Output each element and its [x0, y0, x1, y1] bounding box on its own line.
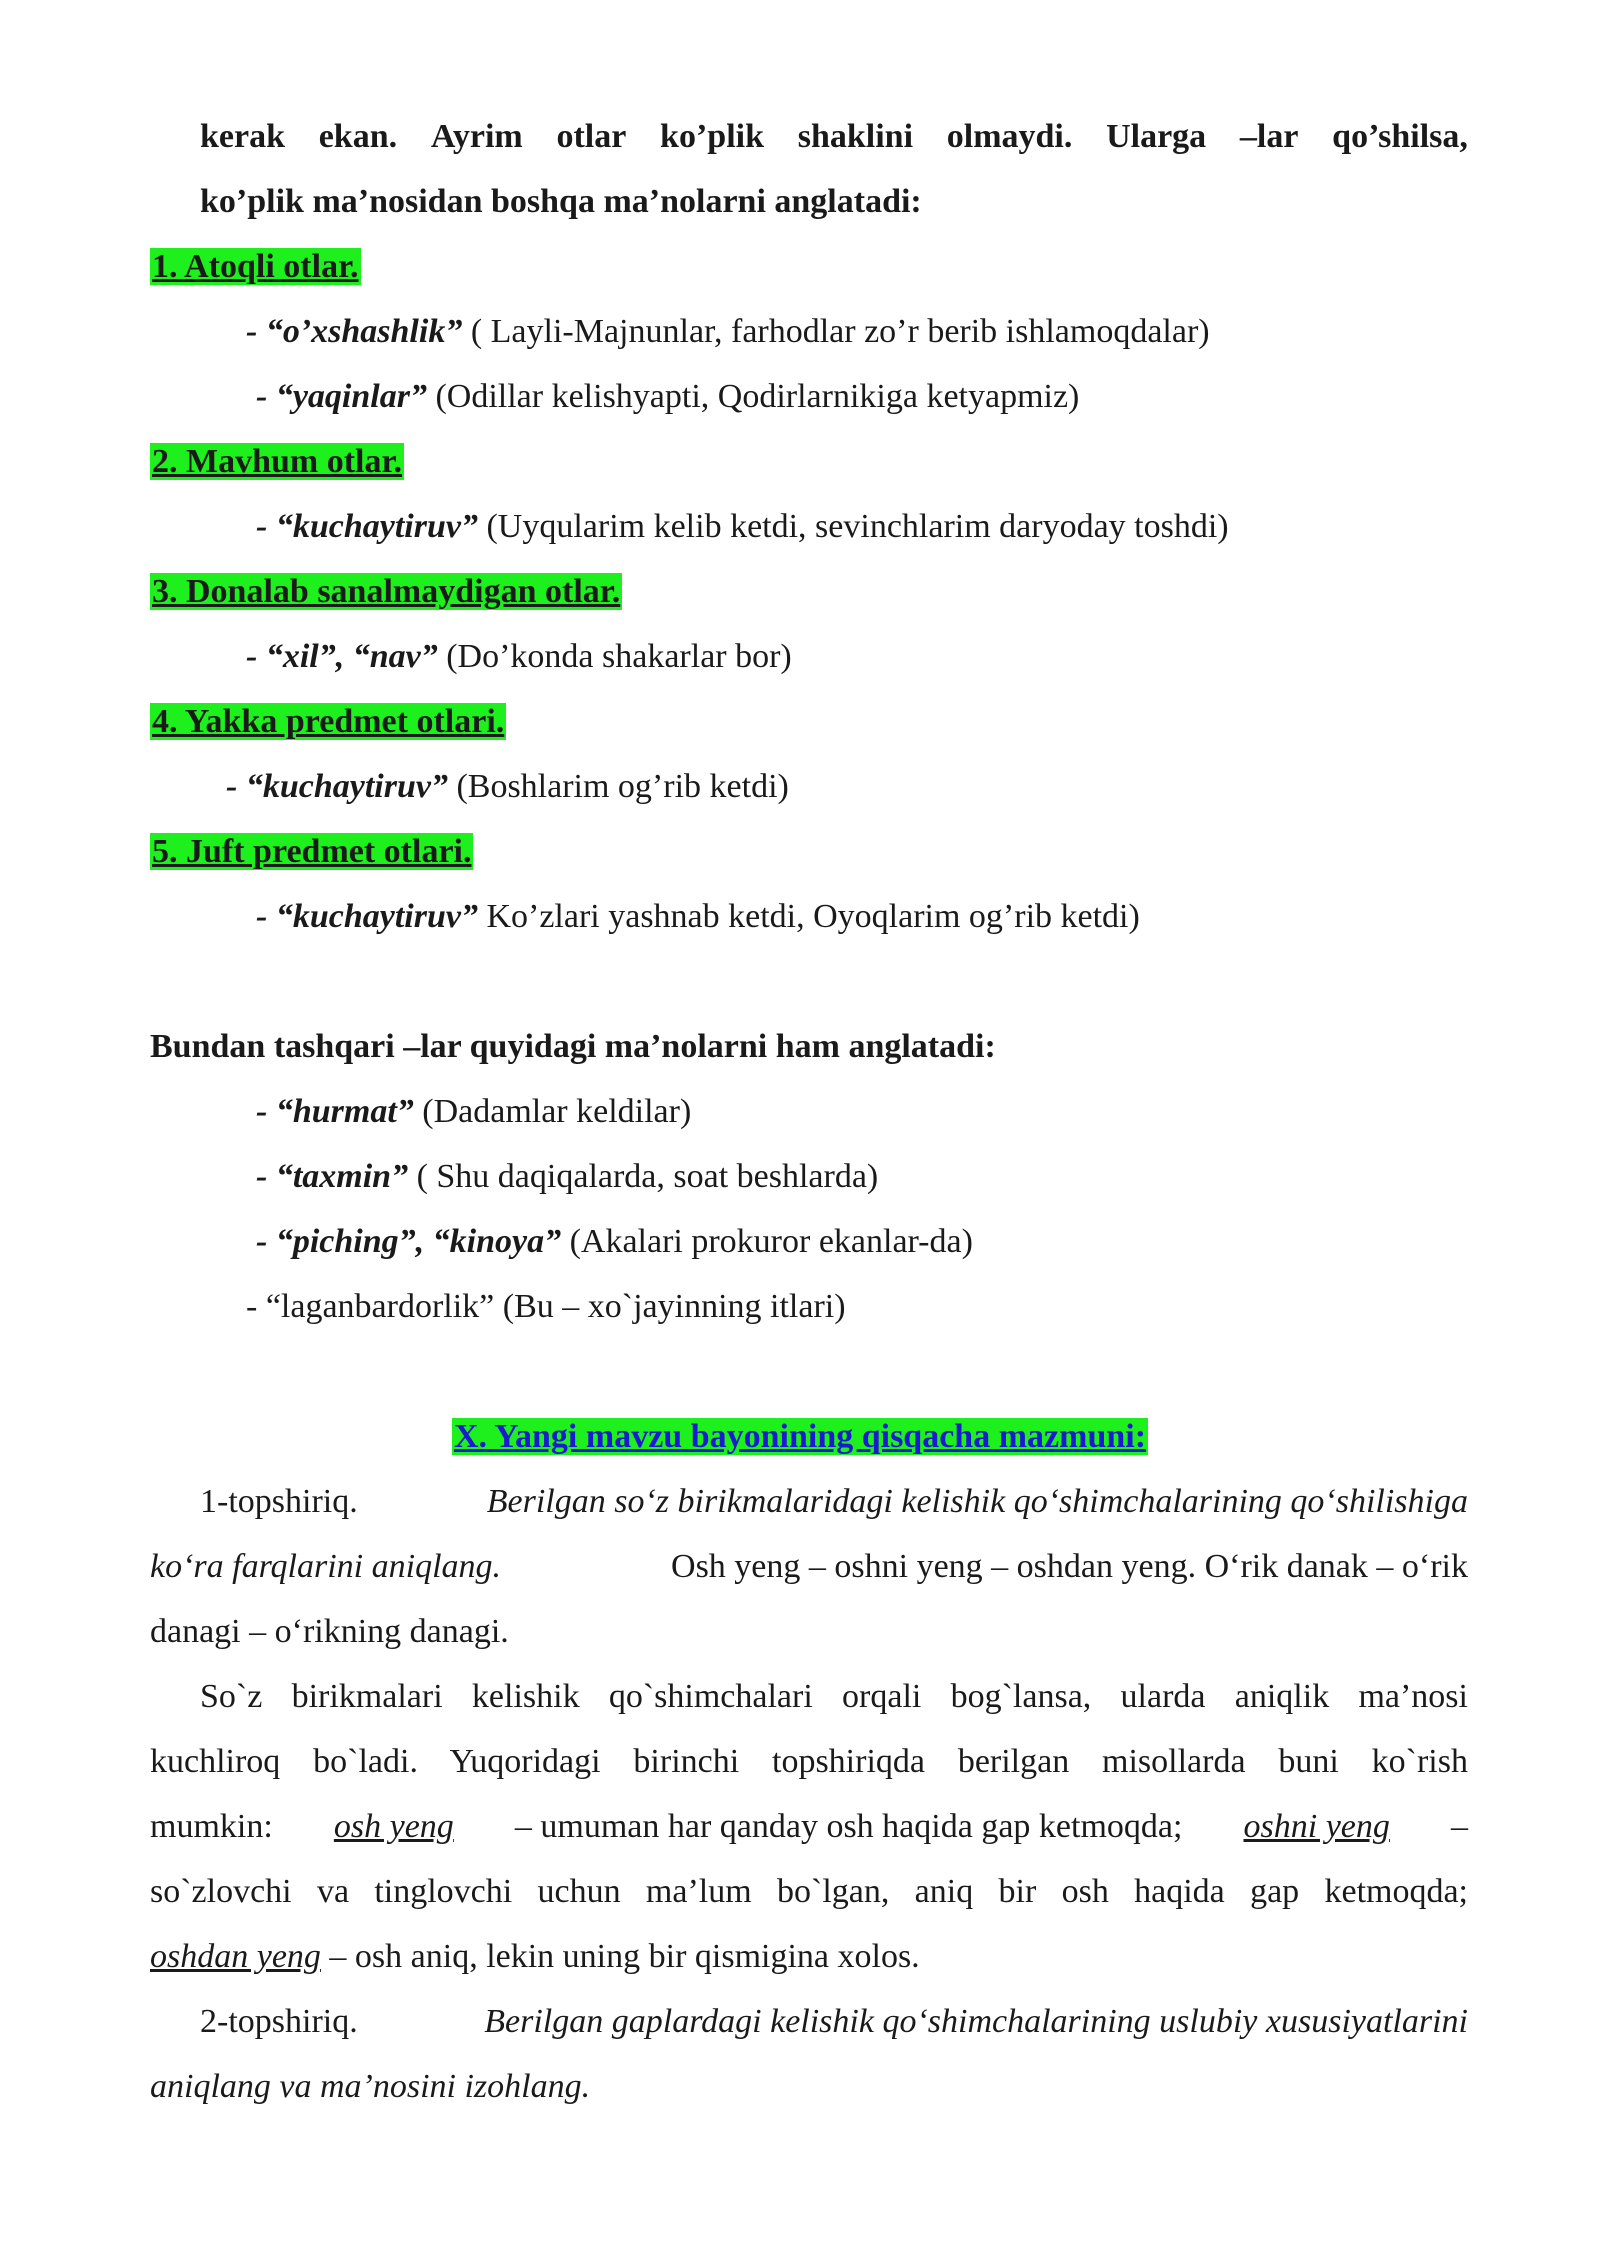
- item-example: ( Layli-Majnunlar, farhodlar zo’r berib ishlamoqdalar): [462, 313, 1210, 350]
- item-example: Ko’zlari yashnab ketdi, Oyoqlarim og’rib ketdi): [477, 898, 1140, 935]
- section-3-item-1: [246, 637, 792, 677]
- text-span: – osh aniq, lekin uning bir qismigina xolos.: [320, 1938, 920, 1975]
- example-underlined: osh yeng: [333, 1808, 454, 1845]
- item-example: ( Shu daqiqalarda, soat beshlarda): [408, 1158, 879, 1195]
- intro-word: Ayrim: [430, 118, 523, 155]
- task2-line-2: aniqlang va ma’nosini izohlang.: [150, 2068, 591, 2105]
- task1-instruction: Berilgan so‘z birikmalaridagi kelishik qo‘shimchalarining qo‘shilishiga: [486, 1483, 1468, 1520]
- section-heading-4: [150, 702, 506, 742]
- section-heading-3: [150, 572, 622, 612]
- item-example: (Dadamlar keldilar): [413, 1093, 692, 1130]
- section-heading-1: [150, 247, 361, 287]
- extra-item-3: [256, 1222, 973, 1262]
- item-term: - “taxmin”: [256, 1158, 409, 1195]
- item-term: - “piching”, “kinoya”: [256, 1223, 562, 1260]
- intro-word: ekan.: [318, 118, 398, 155]
- extra-item-4: - “laganbardorlik” (Bu – xo`jayinning itlari): [246, 1288, 846, 1325]
- task1-examples: Osh yeng – oshni yeng – oshdan yeng. O‘rik danak – o‘rik: [671, 1548, 1468, 1585]
- section-4-item-1: [226, 767, 789, 807]
- explanation-line-3: [150, 1807, 1468, 1847]
- task1-line-1: [200, 1482, 1468, 1522]
- item-term: - “hurmat”: [256, 1093, 414, 1130]
- intro-word: qo’shilsa,: [1332, 118, 1468, 155]
- section-1-item-1: [246, 312, 1210, 352]
- task1-label: 1-topshiriq.: [200, 1483, 358, 1520]
- section-1-item-2: [256, 377, 1079, 417]
- task1-line-2: [150, 1547, 1468, 1587]
- heading-text: 2. Mavhum otlar.: [152, 443, 402, 480]
- item-example: (Odillar kelishyapti, Qodirlarnikiga ketyapmiz): [426, 378, 1080, 415]
- intro-line-2: ko’plik ma’nosidan boshqa ma’nolarni anglatadi:: [200, 183, 922, 220]
- item-term: - “kuchaytiruv”: [226, 768, 448, 805]
- task2-instruction: Berilgan gaplardagi kelishik qo‘shimchalarining uslubiy xususiyatlarini: [484, 2003, 1468, 2040]
- task2-label: 2-topshiriq.: [200, 2003, 358, 2040]
- heading-text: 1. Atoqli otlar.: [152, 248, 359, 285]
- explanation-line-4: so`zlovchi va tinglovchi uchun ma’lum bo`lgan, aniq bir osh haqida gap ketmoqda;: [150, 1873, 1468, 1910]
- item-term: - “kuchaytiruv”: [256, 898, 478, 935]
- extra-heading: Bundan tashqari –lar quyidagi ma’nolarni ham anglatadi:: [150, 1028, 996, 1065]
- extra-item-2: [256, 1157, 878, 1197]
- section-5-item-1: [256, 897, 1140, 937]
- text-span: mumkin:: [150, 1808, 273, 1845]
- task1-line-3: danagi – o‘rikning danagi.: [150, 1613, 509, 1650]
- section-heading-5: [150, 832, 473, 872]
- item-example: (Do’konda shakarlar bor): [437, 638, 792, 675]
- extra-item-1: [256, 1092, 691, 1132]
- section-x-title-row: [0, 1417, 1600, 1457]
- text-span: – umuman har qanday osh haqida gap ketmoqda;: [514, 1808, 1183, 1845]
- item-example: (Uyqularim kelib ketdi, sevinchlarim daryoday toshdi): [477, 508, 1229, 545]
- explanation-line-2: kuchliroq bo`ladi. Yuqoridagi birinchi topshiriqda berilgan misollarda buni ko`rish: [150, 1743, 1468, 1780]
- item-example: (Akalari prokuror ekanlar-da): [561, 1223, 973, 1260]
- intro-word: otlar: [556, 118, 627, 155]
- task2-line-1: [200, 2002, 1468, 2042]
- explanation-line-5: [150, 1937, 920, 1977]
- item-term: - “kuchaytiruv”: [256, 508, 478, 545]
- example-underlined: oshni yeng: [1243, 1808, 1390, 1845]
- item-example: (Boshlarim og’rib ketdi): [447, 768, 789, 805]
- intro-word: olmaydi.: [946, 118, 1073, 155]
- intro-word: Ularga: [1106, 118, 1207, 155]
- text-span: –: [1450, 1808, 1468, 1845]
- section-heading-2: [150, 442, 404, 482]
- intro-word: ko’plik: [660, 118, 764, 155]
- example-underlined: oshdan yeng: [150, 1938, 321, 1975]
- intro-word: shaklini: [797, 118, 914, 155]
- item-term: - “xil”, “nav”: [246, 638, 438, 675]
- intro-word: kerak: [200, 118, 285, 155]
- task1-instruction-cont: ko‘ra farqlarini aniqlang.: [150, 1548, 502, 1585]
- heading-text: 3. Donalab sanalmaydigan otlar.: [152, 573, 621, 610]
- intro-line-1: [200, 117, 1468, 157]
- item-term: - “yaqinlar”: [256, 378, 427, 415]
- heading-text: 4. Yakka predmet otlari.: [152, 703, 505, 740]
- explanation-line-1: So`z birikmalari kelishik qo`shimchalari orqali bog`lansa, ularda aniqlik ma’nosi: [200, 1678, 1468, 1715]
- heading-text: 5. Juft predmet otlari.: [152, 833, 472, 870]
- section-x-title: X. Yangi mavzu bayonining qisqacha mazmuni:: [453, 1418, 1147, 1455]
- intro-word: –lar: [1239, 118, 1299, 155]
- section-2-item-1: [256, 507, 1229, 547]
- item-term: - “o’xshashlik”: [246, 313, 463, 350]
